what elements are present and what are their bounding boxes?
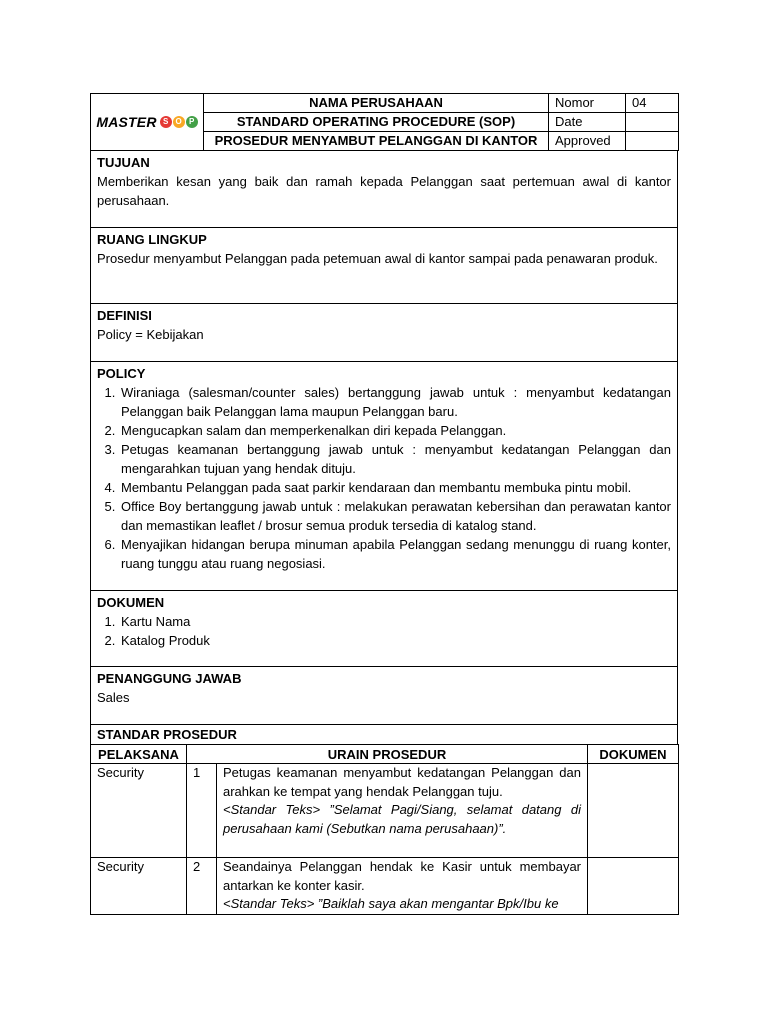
section-standar-prosedur [90,725,678,745]
dokumen-cell [588,764,679,858]
list-item: 6. Menyajikan hidangan berupa minuman apabila Pelanggan sedang menunggu di ruang konter, ruang tunggu atau ruang negosiasi. [119,535,671,573]
step-description [217,764,588,858]
list-item: 5. Office Boy bertanggung jawab untuk : melakukan perawatan kebersihan dan perawatan kantor dan memastikan leaflet / brosur semua produk tersedia di katalog stand. [119,497,671,535]
section-tujuan [90,151,678,228]
list-item: 3. Petugas keamanan bertanggung jawab untuk : menyambut kedatangan Pelanggan dan mengarahkan tujuan yang hendak dituju. [119,440,671,478]
column-header-urain: URAIN PROSEDUR [187,745,588,764]
meta-value-nomor: 04 [626,94,679,113]
meta-label-nomor: Nomor [549,94,626,113]
section-title: TUJUAN [97,155,150,170]
section-policy [90,362,678,591]
pelaksana-cell: Security [91,764,187,858]
logo-letter-o: O [173,116,185,128]
meta-label-approved: Approved [549,132,626,151]
logo-word: MASTER [96,114,157,130]
section-title: PENANGGUNG JAWAB [97,671,242,686]
procedure-table [90,744,679,915]
step-text: Seandainya Pelanggan hendak ke Kasir untuk membayar antarkan ke konter kasir. [223,859,581,893]
section-text: Policy = Kebijakan [97,327,204,342]
table-row [91,858,679,915]
section-title: RUANG LINGKUP [97,232,207,247]
standard-text-label: <Standar Teks> [223,896,315,911]
dokumen-list [97,612,671,650]
pelaksana-cell: Security [91,858,187,915]
meta-value-date [626,113,679,132]
section-text: Prosedur menyambut Pelanggan pada petemuan awal di kantor sampai pada penawaran produk. [97,251,658,266]
section-ruang-lingkup [90,228,678,304]
list-item: 4. Membantu Pelanggan pada saat parkir kendaraan dan membantu membuka pintu mobil. [119,478,671,497]
dokumen-cell [588,858,679,915]
section-title: DEFINISI [97,308,152,323]
list-item: 2. Mengucapkan salam dan memperkenalkan diri kepada Pelanggan. [119,421,671,440]
step-number: 2 [187,858,217,915]
logo-cell [91,94,204,151]
step-description [217,858,588,915]
company-name: NAMA PERUSAHAAN [204,94,549,113]
column-header-dokumen: DOKUMEN [588,745,679,764]
section-title: DOKUMEN [97,595,165,610]
list-item: 1. Wiraniaga (salesman/counter sales) bertanggung jawab untuk : menyambut kedatangan Pelanggan baik Pelanggan lama maupun Pelanggan baru. [119,383,671,421]
section-penanggung-jawab [90,667,678,725]
standard-text: ”Selamat Pagi/Siang, selamat datang di perusahaan kami (Sebutkan nama perusahaan)”. [223,802,581,836]
section-title: STANDAR PROSEDUR [97,727,237,742]
master-sop-logo [91,94,203,150]
step-number: 1 [187,764,217,858]
standard-text: ”Baiklah saya akan mengantar Bpk/Ibu ke [314,896,559,911]
section-dokumen [90,591,678,667]
header-table [90,93,679,151]
meta-label-date: Date [549,113,626,132]
section-text: Memberikan kesan yang baik dan ramah kepada Pelanggan saat pertemuan awal di kantor perusahaan. [97,174,671,208]
procedure-title: PROSEDUR MENYAMBUT PELANGGAN DI KANTOR [204,132,549,151]
list-item: 2. Katalog Produk [119,631,671,650]
logo-letter-p: P [186,116,198,128]
section-text: Sales [97,690,130,705]
standard-text-label: <Standar Teks> [223,802,321,817]
section-definisi [90,304,678,362]
table-row [91,764,679,858]
column-header-pelaksana: PELAKSANA [91,745,187,764]
policy-list [97,383,671,573]
list-item: 1. Kartu Nama [119,612,671,631]
sop-document [90,93,678,915]
meta-value-approved [626,132,679,151]
step-text: Petugas keamanan menyambut kedatangan Pelanggan dan arahkan ke tempat yang hendak Pelanggan tuju. [223,765,581,799]
logo-letter-s: S [160,116,172,128]
sop-title: STANDARD OPERATING PROCEDURE (SOP) [204,113,549,132]
section-title: POLICY [97,366,146,381]
